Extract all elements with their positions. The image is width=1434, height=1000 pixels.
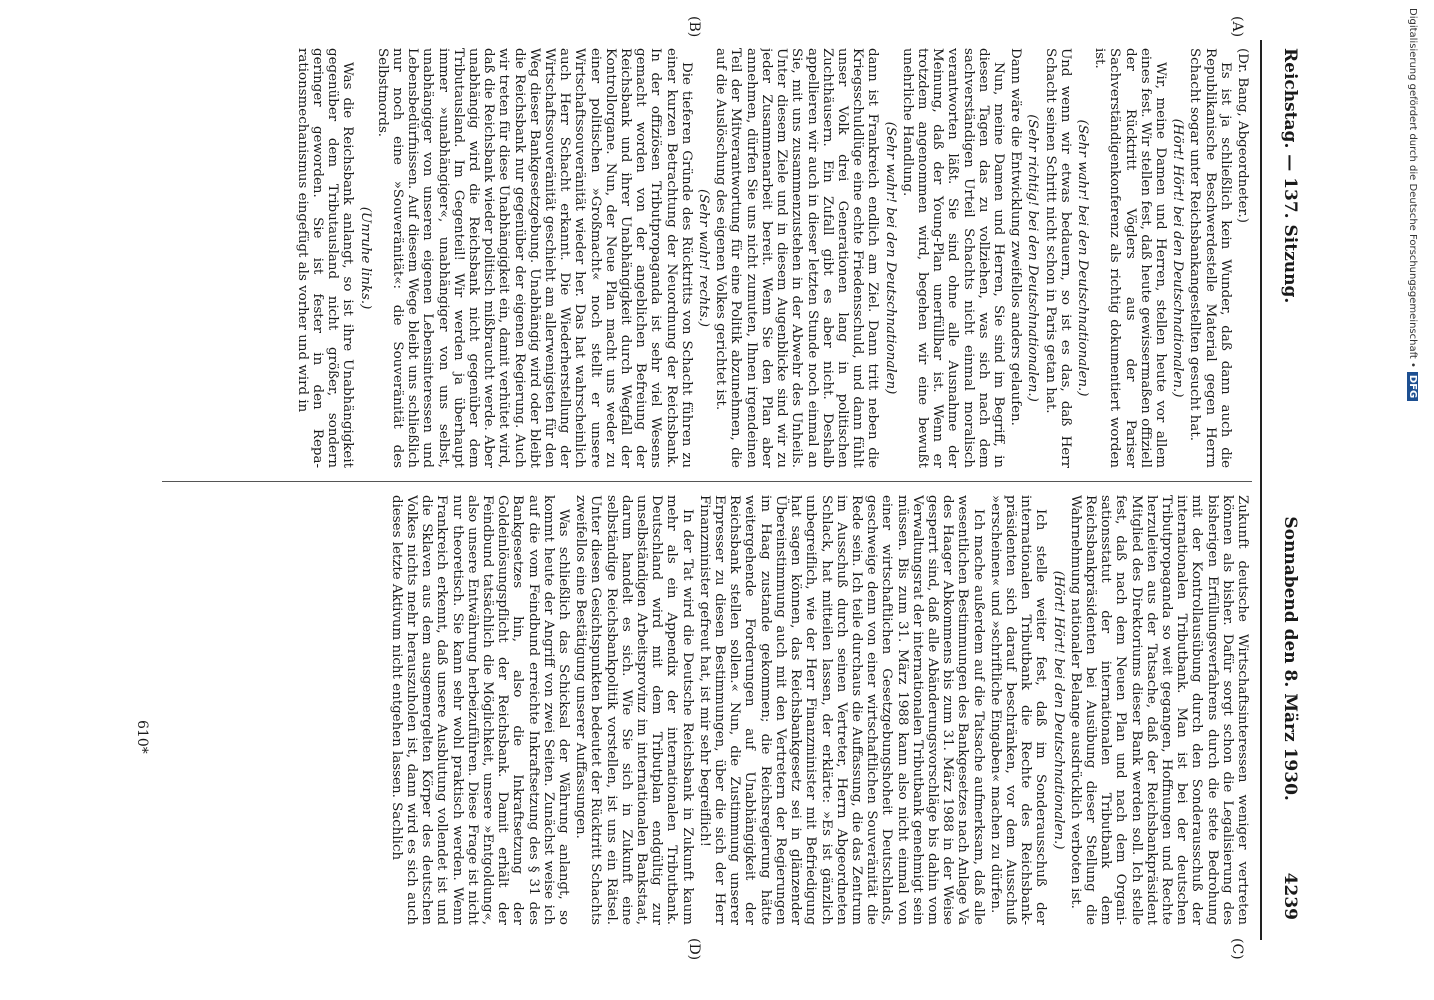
signature-number: 610* xyxy=(134,720,150,754)
paragraph: Was schließlich das Schicksal der Währung anlangt, so kommt heute der Angriff von zwei Seiten. Zunächst weise ich auf die vom Feindbund erreichte Inkraftsetzung des § 31 des Bankgesetzes hin, also die Inkraftsetzung der Goldeinlösungspflicht der Reichsbank. Damit erhält der Feindbund tatsächlich die Möglichkeit, unsere »Entgoldung«, also unsere Entwährung herbeizuführen. Diese Frage ist nicht nur theoretisch. Sie kann sehr wohl praktisch werden. Wenn Frankreich erkennt, daß unsere Ausblutung vollendet ist und die Sklaven aus dem ausgemergelten Körper des deutschen Volkes nichts mehr herauszuholen ist, dann wird es sich auch dieses letzte Aktivum nicht entgehen lassen. Sachlich xyxy=(388,495,572,925)
paragraph: Dann wäre die Entwicklung zweifellos anders gelaufen. xyxy=(1008,48,1024,426)
paragraph: Ich stelle weiter fest, daß im Sonderausschuß der internationalen Tributbank die Rechte des Reichsbankpräsidenten sich darauf beschränken, vor dem Ausschuß »erscheinen« und »schriftliche Eingaben« machen zu dürfen. xyxy=(987,495,1049,925)
dfg-logo: DFG xyxy=(1407,372,1418,401)
margin-mark-c: (C) xyxy=(1229,938,1245,960)
paragraph: Zukunft deutsche Wirtschaftsinteressen weniger vertreten können als bisher. Dafür sorgt schon die Legalisierung des bisherigen Erfüllungsverfahrens durch die stete Bedrohung mit der Kontrollausübung durch den Sonderausschuß der internationalen Tributbank. Man ist bei der deutschen Tributpropaganda so weit gegangen, Hoffnungen und Rechte herzuleiten aus der Tatsache, daß der Reichsbankpräsident Mitglied des Direktoriums dieser Bank werden soll. Ich stelle fest, daß nach dem Neuen Plan und nach dem Organisationsstatut der internationalen Tributbank dem Reichsbankpräsidenten bei Ausübung dieser Stellung die Wahrnehmung nationaler Belange ausdrücklich verboten ist. xyxy=(1067,495,1250,925)
interjection: (Hört! Hört! bei den Deutschnationalen.) xyxy=(1050,570,1066,850)
page-number: 4239 xyxy=(1280,872,1300,920)
text-column-right xyxy=(160,495,1250,925)
interjection: (Sehr wahr! bei den Deutschnationalen) xyxy=(882,121,898,395)
paragraph: Es ist ja schließlich kein Wunder, daß dann auch die Republikanische Beschwerdestelle Material gegen Herrn Schacht sogar unter Reichsbankangestellten gesucht hat. xyxy=(1187,48,1233,468)
document-page xyxy=(0,16,1300,961)
digitization-credit xyxy=(1404,8,1418,992)
interjection: (Sehr richtig! bei den Deutschnationalen.) xyxy=(1025,114,1041,402)
margin-mark-a: (A) xyxy=(1229,16,1245,38)
paragraph: Ich mache außerdem auf die Tatsache aufmerksam, daß alle wesentlichen Bestimmungen des Bankgesetzes nach Anlage Va des Haager Abkommens bis zum 31. März 1988 in der Weise gesperrt sind, daß alle Abänderungsvorschläge bis dahin vom Verwaltungsrat der internationalen Tributbank genehmigt sein müssen. Bis zum 31. März 1988 kann also nicht einmal von einer wirtschaftlichen Gesetzgebungshoheit Deutschlands, geschweige denn von einer wirtschaftlichen Souveränität die Rede sein. Ich teile durchaus die Auffassung, die das Zentrum im Ausschuß durch seinen Vertreter, Herrn Abgeordneten Schlack, hat mitteilen lassen, der erklärte: »Es ist gänzlich unbegreiflich, wie der Herr Finanzminister mit Befriedigung hat sagen können, das Reichsbankgesetz sei in glänzender Übereinstimmung auch mit den Vertretern der Regierungen im Haag zustande gekommen; die Reichsregierung hätte weitergehende Forderungen auf Unabhängigkeit der Reichsbank stellen sollen.« Nun, die Zustimmung unserer Erpresser zu diesen Bestimmungen, über die sich der Herr Finanzminister gefreut hat, ist mir sehr begreiflich! xyxy=(696,495,986,925)
margin-mark-b: (B) xyxy=(686,16,702,38)
interjection: (Sehr wahr! bei den Deutschnationalen.) xyxy=(1074,119,1090,397)
paragraph: In der Tat wird die Deutsche Reichsbank in Zukunft kaum mehr als ein Appendix der internationalen Tributbank. Deutschland wird mit dem Tributplan endgültig zur unselbständigen Arbeitsprovinz im internationalen Bankstaat, darum handelt es sich. Wie Sie sich in Zukunft eine selbständige Reichsbankpolitik vorstellen, ist uns ein Rätsel. Unter diesen Gesichtspunkten bedeutet der Rücktritt Schachts zweifellos eine Bestätigung unserer Auffassungen. xyxy=(573,495,695,925)
header-rule xyxy=(1260,40,1262,940)
column-divider xyxy=(162,481,1252,482)
paragraph: dann ist Frankreich endlich am Ziel. Dann tritt neben die Kriegsschuldlüge eine echte Friedensschuld, und dann fühlt unser Volk drei Generationen lang in politischen Zuchthäusern. Ein Zufall gibt es aber nicht. Deshalb appellieren wir auch in dieser letzten Stunde noch einmal an Sie, mit uns zusammenzustehen in der Abwehr des Unheils. Unter diesem Ziele und in diesem Augenblicke sind wir zu jeder Zusammenarbeit bereit. Wenn Sie den Plan aber annehmen, dürfen Sie uns nicht zumuten, Ihnen irgendeinen Teil der Mitverantwortung für eine Politik abzunehmen, die auf die Auslöschung des eigenen Volkes gerichtet ist. xyxy=(713,48,881,468)
paragraph: Und wenn wir etwas bedauern, so ist es das, daß Herr Schacht seinen Schritt nicht schon in Paris getan hat. xyxy=(1042,48,1073,468)
header-date: Sonnabend den 8. März 1930. xyxy=(1280,516,1300,801)
margin-mark-d: (D) xyxy=(686,938,702,961)
interjection: (Hört! Hört! bei den Deutschnationalen.) xyxy=(1170,118,1186,398)
running-header-left: Reichstag. — 137. Sitzung. xyxy=(1280,48,1300,304)
credit-text: Digitalisierung gefördert durch die Deutsche Forschungsgemeinschaft • xyxy=(1407,8,1418,368)
text-column-left xyxy=(160,48,1250,468)
paragraph: Wir, meine Damen und Herren, stellen heute vor allem eines fest. Wir stellen fest, daß heute gewissermaßen offiziell der Rücktritt Vöglers aus der Pariser Sachverständigenkonferenz als richtig dokumentiert worden ist. xyxy=(1092,48,1168,468)
interjection: (Sehr wahr! rechts.) xyxy=(696,189,712,327)
paragraph: Die tieferen Gründe des Rücktritts von Schacht führen zu einer kurzen Betrachtung der Neuordnung der Reichsbank. In der offiziösen Tributpropaganda ist sehr viel Wesens gemacht worden von der angeblichen Befreiung der Reichsbank und ihrer Unabhängigkeit durch Wegfall der Kontrollorgane. Nun, der Neue Plan macht uns weder zu einer politischen »Großmacht« noch stellt er unsere Wirtschaftssouveränität wieder her. Das hat wahrscheinlich auch Herr Schacht erkannt. Die Wiederherstellung der Wirtschaftssouveränität geschieht am allerwenigsten für den Weg dieser Bankgesetzgebung. Unabhängig wird oder bleibt die Reichsbank nur gegenüber der eigenen Regierung. Auch wir treten für diese Unabhängigkeit ein, damit verhütet wird, daß die Reichsbank wieder politisch mißbraucht werde. Aber unabhängig wird die Reichsbank nicht gegenüber dem Tributausland. Im Gegenteil! Wir werden ja überhaupt immer »unabhängiger«, unabhängiger von uns selbst, unabhängiger von unseren eigenen Lebensinteressen und Lebensbedürfnissen. Auf diesem Wege bleibt uns schließlich nur noch eine »Souveränität«: die Souveränität des Selbstmords. xyxy=(374,48,694,468)
paragraph: Was die Reichsbank anlangt, so ist ihre Unabhängigkeit gegenüber dem Tributausland nicht größer, sondern geringer geworden. Sie ist fester in den Reparationsmechanismus eingefügt als vorher und wird in xyxy=(294,48,356,468)
speaker-line: (Dr. Bang, Abgeordneter.) xyxy=(1235,48,1250,223)
interjection: (Unruhe links.) xyxy=(357,206,373,310)
paragraph: Nun, meine Damen und Herren, Sie sind im Begriff, in diesen Tagen das zu vollziehen, was sich nach dem sachverständigen Urteil Schachts nicht einmal moralisch verantworten läßt. Sie sind ohne alle Ausnahme der Meinung, daß der Young-Plan unerfüllbar ist. Wenn er trotzdem angenommen wird, begehen wir eine bewußt unehrliche Handlung. xyxy=(899,48,1006,468)
running-header-right xyxy=(1260,516,1300,920)
